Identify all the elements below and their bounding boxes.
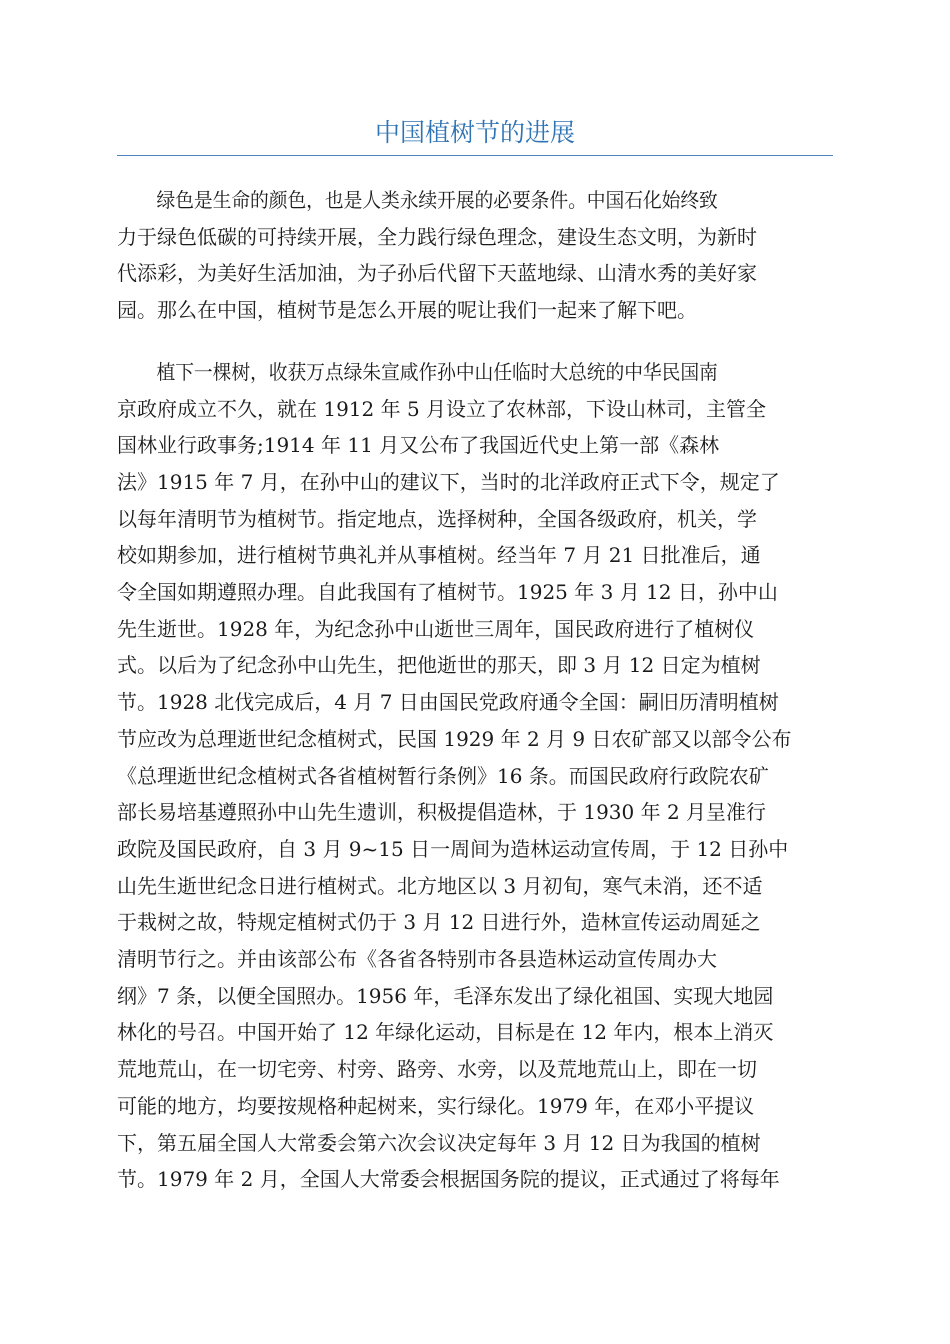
text-line: 清明节行之。并由该部公布《各省各特别市各县造林运动宣传周办大 [117,947,717,972]
text-line: 代添彩，为美好生活加油，为子孙后代留下天蓝地绿、山清水秀的美好家 [117,261,757,286]
text-line: 荒地荒山，在一切宅旁、村旁、路旁、水旁，以及荒地荒山上，即在一切 [117,1057,757,1082]
paragraph-spacer [117,329,833,354]
text-line: 力于绿色低碳的可持续开展，全力践行绿色理念，建设生态文明，为新时 [117,224,757,249]
text-line: 纲》7 条，以便全国照办。1956 年，毛泽东发出了绿化祖国、实现大地园 [117,983,774,1008]
text-line: 《总理逝世纪念植树式各省植树暂行条例》16 条。而国民政府行政院农矿 [117,763,769,788]
paragraph-intro [117,182,833,329]
document-body [117,182,833,1198]
text-line: 式。以后为了纪念孙中山先生，把他逝世的那天，即 3 月 12 日定为植树 [117,653,761,678]
text-line: 京政府成立不久，就在 1912 年 5 月设立了农林部，下设山林司，主管全 [117,396,767,421]
text-line: 以每年清明节为植树节。指定地点，选择树种，全国各级政府，机关，学 [117,506,757,531]
text-line: 可能的地方，均要按规格种起树来，实行绿化。1979 年，在邓小平提议 [117,1093,755,1118]
text-line: 令全国如期遵照办理。自此我国有了植树节。1925 年 3 月 12 日，孙中山 [117,580,778,605]
document-title: 中国植树节的进展 [374,118,575,147]
text-line: 部长易培基遵照孙中山先生遗训，积极提倡造林，于 1930 年 2 月呈准行 [117,800,767,825]
title-underline [117,155,833,156]
text-line: 国林业行政事务;1914 年 11 月又公布了我国近代史上第一部《森林 [117,433,720,458]
text-line: 先生逝世。1928 年，为纪念孙中山逝世三周年，国民政府进行了植树仪 [117,616,755,641]
paragraph-history [117,354,833,1198]
text-line: 山先生逝世纪念日进行植树式。北方地区以 3 月初旬，寒气未消，还不适 [117,873,763,898]
text-line: 绿色是生命的颜色，也是人类永续开展的必要条件。中国石化始终致 [156,188,718,212]
text-line: 林化的号召。中国开始了 12 年绿化运动，目标是在 12 年内，根本上消灭 [117,1020,774,1045]
text-line: 节。1928 北伐完成后，4 月 7 日由国民党政府通令全国：嗣旧历清明植树 [117,690,779,715]
text-line: 节。1979 年 2 月，全国人大常委会根据国务院的提议，正式通过了将每年 [117,1167,780,1192]
text-line: 园。那么在中国，植树节是怎么开展的呢让我们一起来了解下吧。 [117,298,697,323]
text-line: 校如期参加，进行植树节典礼并从事植树。经当年 7 月 21 日批准后，通 [117,543,761,568]
text-line: 政院及国民政府，自 3 月 9~15 日一周间为造林运动宣传周，于 12 日孙中 [117,836,789,861]
text-line: 节应改为总理逝世纪念植树式，民国 1929 年 2 月 9 日农矿部又以部令公布 [117,726,792,751]
text-line: 下，第五届全国人大常委会第六次会议决定每年 3 月 12 日为我国的植树 [117,1130,761,1155]
text-line: 于栽树之故，特规定植树式仍于 3 月 12 日进行外，造林宣传运动周延之 [117,910,761,935]
text-line: 法》1915 年 7 月，在孙中山的建议下，当时的北洋政府正式下令，规定了 [117,469,780,494]
text-line: 植下一棵树，收获万点绿朱宣咸作孙中山任临时大总统的中华民国南 [156,359,718,384]
